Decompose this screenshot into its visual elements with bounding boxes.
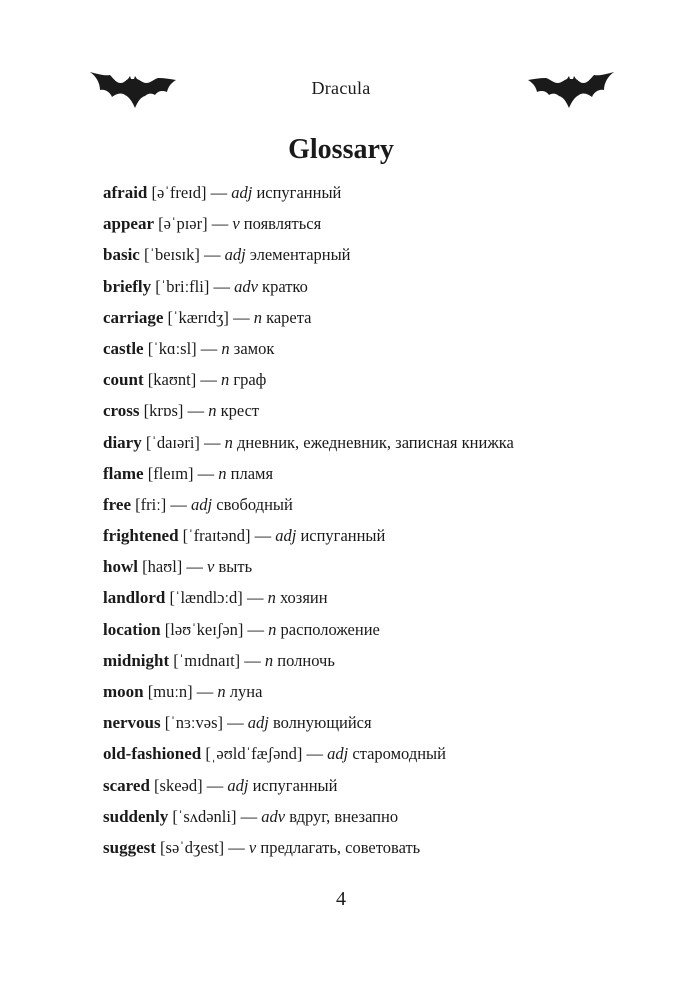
entry-dash: — xyxy=(200,338,218,358)
entry-dash: — xyxy=(244,650,261,670)
entry-transcription: [ˈbriːfli] xyxy=(155,276,210,296)
entry-word: flame xyxy=(103,463,144,483)
glossary-entry xyxy=(103,430,663,461)
entry-word: cross xyxy=(103,401,140,421)
entry-part-of-speech: n xyxy=(267,588,276,608)
entry-dash: — xyxy=(186,557,203,577)
entry-part-of-speech: adv xyxy=(261,806,286,826)
glossary-entry xyxy=(103,679,663,710)
entry-transcription: [ˈnɜːvəs] xyxy=(164,713,223,733)
entry-word: diary xyxy=(103,432,142,452)
entry-part-of-speech: adj xyxy=(247,713,269,733)
entry-translation: кратко xyxy=(262,276,308,296)
entry-word: frightened xyxy=(103,526,179,546)
entry-transcription: [skeəd] xyxy=(154,775,203,795)
entry-dash: — xyxy=(240,806,258,826)
glossary-entry xyxy=(103,492,663,523)
entry-part-of-speech: n xyxy=(221,338,230,358)
entry-word: nervous xyxy=(103,713,161,733)
entry-transcription: [fleɪm] xyxy=(147,463,194,483)
entry-part-of-speech: v xyxy=(232,214,240,234)
entry-word: basic xyxy=(103,245,140,265)
entry-dash: — xyxy=(206,775,224,795)
glossary-entry xyxy=(103,211,663,242)
entry-transcription: [ˈkærɪdʒ] xyxy=(167,307,229,327)
entry-transcription: [ləʊˈkeɪʃən] xyxy=(164,619,244,639)
entry-translation: граф xyxy=(233,370,267,390)
entry-translation: выть xyxy=(218,557,253,577)
entry-part-of-speech: adj xyxy=(327,744,349,764)
entry-word: scared xyxy=(103,775,150,795)
entry-dash: — xyxy=(200,370,217,390)
glossary-entry xyxy=(103,617,663,648)
entry-translation: элементарный xyxy=(249,245,351,265)
glossary-entry xyxy=(103,274,663,305)
entry-word: location xyxy=(103,619,161,639)
entry-transcription: [haʊl] xyxy=(142,557,183,577)
entry-translation: волнующийся xyxy=(272,713,372,733)
entry-part-of-speech: n xyxy=(220,370,230,390)
entry-translation: появляться xyxy=(243,214,322,234)
entry-dash: — xyxy=(233,307,250,327)
entry-dash: — xyxy=(227,713,244,733)
entry-dash: — xyxy=(213,276,230,296)
entry-dash: — xyxy=(210,183,228,202)
glossary-entry xyxy=(103,773,663,804)
glossary-entry xyxy=(103,585,663,616)
entry-word: appear xyxy=(103,214,154,234)
entry-part-of-speech: n xyxy=(217,682,226,701)
entry-dash: — xyxy=(196,682,214,701)
entry-dash: — xyxy=(197,463,215,483)
glossary-entry xyxy=(103,461,663,492)
entry-word: free xyxy=(103,494,131,514)
entry-word: howl xyxy=(103,557,138,577)
entry-transcription: [ˈkɑːsl] xyxy=(147,338,197,358)
entry-part-of-speech: n xyxy=(208,401,217,421)
entry-word: midnight xyxy=(103,650,170,670)
entry-translation: полночь xyxy=(277,650,335,670)
glossary-entry xyxy=(103,367,663,398)
entry-word: count xyxy=(103,370,144,390)
entry-transcription: [friː] xyxy=(135,494,167,514)
entry-part-of-speech: adj xyxy=(224,245,246,265)
entry-word: carriage xyxy=(103,307,164,327)
entry-part-of-speech: adj xyxy=(275,526,297,546)
glossary-entry xyxy=(103,804,663,835)
entry-word: moon xyxy=(103,682,144,701)
glossary-entry xyxy=(103,336,663,367)
entry-translation: испуганный xyxy=(256,183,342,202)
entry-translation: замок xyxy=(233,338,275,358)
page-number: 4 xyxy=(336,888,346,910)
entry-part-of-speech: n xyxy=(224,432,233,452)
entry-part-of-speech: n xyxy=(264,650,274,670)
glossary-entry xyxy=(103,523,663,554)
entry-dash: — xyxy=(204,245,221,265)
entry-part-of-speech: n xyxy=(218,463,227,483)
entry-part-of-speech: n xyxy=(268,619,277,639)
glossary-entry xyxy=(103,835,663,866)
entry-dash: — xyxy=(247,619,265,639)
running-head: Dracula xyxy=(311,78,371,98)
entry-translation: дневник, ежедневник, записная книжка xyxy=(237,432,514,452)
entry-transcription: [ˈmɪdnaɪt] xyxy=(173,650,241,670)
glossary-entry xyxy=(103,398,663,429)
entry-transcription: [muːn] xyxy=(147,682,193,701)
entry-part-of-speech: v xyxy=(248,837,257,857)
entry-word: suggest xyxy=(103,837,156,857)
entry-transcription: [ˈlændlɔːd] xyxy=(169,588,243,608)
entry-translation: свободный xyxy=(216,494,293,514)
entry-transcription: [səˈdʒest] xyxy=(160,837,225,857)
entry-translation: крест xyxy=(220,401,260,421)
entry-translation: расположение xyxy=(280,619,380,639)
entry-part-of-speech: n xyxy=(253,307,262,327)
entry-word: briefly xyxy=(103,276,152,296)
entry-part-of-speech: adj xyxy=(227,775,249,795)
entry-word: afraid xyxy=(103,183,148,202)
entry-transcription: [əˈfreɪd] xyxy=(151,183,207,202)
entry-translation: предлагать, советовать xyxy=(260,837,421,857)
glossary-entry xyxy=(103,741,663,772)
glossary-list xyxy=(103,180,663,866)
glossary-entry xyxy=(103,180,663,211)
entry-translation: испуганный xyxy=(252,775,338,795)
entry-transcription: [krɒs] xyxy=(143,401,184,421)
glossary-entry xyxy=(103,554,663,585)
entry-translation: вдруг, внезапно xyxy=(289,806,399,826)
entry-transcription: [ˈbeɪsɪk] xyxy=(143,245,200,265)
entry-part-of-speech: adj xyxy=(191,494,213,514)
entry-translation: карета xyxy=(266,307,312,327)
entry-transcription: [ˈfraɪtənd] xyxy=(182,526,251,546)
glossary-entry xyxy=(103,305,663,336)
entry-part-of-speech: adv xyxy=(234,276,258,296)
entry-dash: — xyxy=(228,837,245,857)
entry-part-of-speech: v xyxy=(207,557,215,577)
entry-dash: — xyxy=(211,214,229,234)
entry-dash: — xyxy=(170,494,187,514)
entry-translation: пламя xyxy=(230,463,274,483)
entry-translation: испуганный xyxy=(300,526,386,546)
glossary-entry xyxy=(103,648,663,679)
entry-translation: старомодный xyxy=(352,744,446,764)
entry-dash: — xyxy=(204,432,221,452)
entry-word: landlord xyxy=(103,588,166,608)
entry-dash: — xyxy=(306,744,324,764)
entry-transcription: [kaʊnt] xyxy=(147,370,197,390)
entry-transcription: [ˈsʌdənli] xyxy=(172,806,237,826)
entry-part-of-speech: adj xyxy=(231,183,253,202)
entry-word: castle xyxy=(103,338,144,358)
entry-translation: хозяин xyxy=(279,588,328,608)
entry-word: suddenly xyxy=(103,806,169,826)
entry-word: old-fashioned xyxy=(103,744,202,764)
entry-transcription: [əˈpɪər] xyxy=(158,214,208,234)
entry-dash: — xyxy=(187,401,205,421)
entry-dash: — xyxy=(254,526,272,546)
entry-transcription: [ˌəʊldˈfæʃənd] xyxy=(205,744,303,764)
entry-translation: луна xyxy=(229,682,263,701)
entry-dash: — xyxy=(246,588,264,608)
glossary-entry xyxy=(103,242,663,273)
entry-transcription: [ˈdaɪəri] xyxy=(145,432,200,452)
page-title: Glossary xyxy=(288,134,394,165)
glossary-entry xyxy=(103,710,663,741)
